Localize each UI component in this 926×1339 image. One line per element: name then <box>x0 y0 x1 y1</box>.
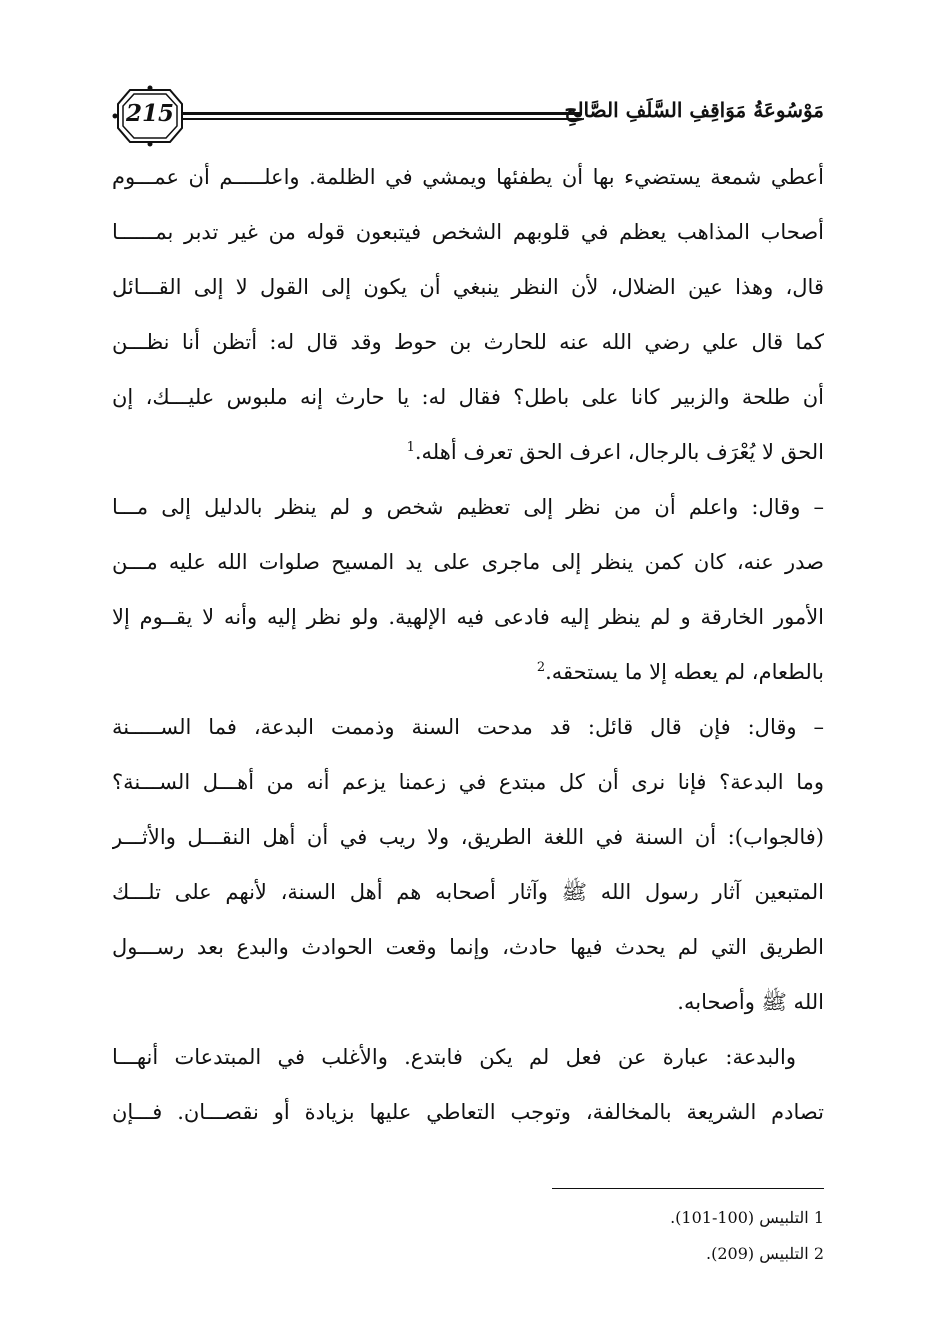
text-line: (فالجواب): أن السنة في اللغة الطريق، ولا ريب في أن أهل النقـــل والأثـــر <box>112 825 824 849</box>
text-line: أن طلحة والزبير كانا على باطل؟ فقال له: يا حارث إنه ملبوس عليـــك، إن <box>112 385 824 409</box>
page-number: 215 <box>125 100 174 127</box>
text-line: – وقال: فإن قال قائل: قد مدحت السنة وذممت البدعة، فما الســـــنة <box>112 715 824 739</box>
header-rule <box>182 112 582 120</box>
book-title: مَوْسُوعَةُ مَوَاقِفِ السَّلَفِ الصَّالِحِ <box>564 98 824 122</box>
text-line: وما البدعة؟ فإنا نرى أن كل مبتدع في زعمنا يزعم أنه من أهـــل الســـنة؟ <box>112 770 824 794</box>
text-line: الطريق التي لم يحدث فيها حادث، وإنما وقعت الحوادث والبدع بعد رســـول <box>112 935 824 959</box>
footnote-ref-1[interactable]: 1 <box>406 440 415 455</box>
footnote-ref-2[interactable]: 2 <box>536 660 546 675</box>
text-line: المتبعين آثار رسول الله ﷺ وآثار أصحابه هم أهل السنة، لأنهم على تلـــك <box>112 880 824 904</box>
page-header <box>112 84 824 148</box>
footnotes <box>112 1200 824 1272</box>
text-line: أعطي شمعة يستضيء بها أن يطفئها ويمشي في الظلمة. واعلـــــم أن عمـــوم <box>112 165 824 189</box>
text-line: قال، وهذا عين الضلال، لأن النظر ينبغي أن يكون إلى القول لا إلى القـــائل <box>112 275 824 299</box>
text-line: بالطعام، لم يعطه إلا ما يستحقه. <box>545 660 824 684</box>
text-line: صدر عنه، كان كمن ينظر إلى ماجرى على يد المسيح صلوات الله عليه مـــن <box>112 550 824 574</box>
main-text <box>112 150 824 1140</box>
text-line: الأمور الخارقة و لم ينظر إليه فادعى فيه الإلهية. ولو نظر إليه وأنه لا يقــوم إلا <box>112 605 824 629</box>
text-line: تصادم الشريعة بالمخالفة، وتوجب التعاطي عليها بزيادة أو نقصـــان. فـــإن <box>112 1100 824 1124</box>
text-line: – وقال: واعلم أن من نظر إلى تعظيم شخص و لم ينظر بالدليل إلى مـــا <box>112 495 824 519</box>
text-line-with-footnote <box>112 425 824 480</box>
text-line-with-footnote <box>112 645 824 700</box>
text-line: الحق لا يُعْرَف بالرجال، اعرف الحق تعرف أهله. <box>414 440 824 464</box>
text-line: والبدعة: عبارة عن فعل لم يكن فابتدع. والأغلب في المبتدعات أنهـــا <box>112 1045 796 1069</box>
text-line: الله ﷺ وأصحابه. <box>677 990 824 1014</box>
text-line: أصحاب المذاهب يعظم في قلوبهم الشخص فيتبعون قوله من غير تدبر بمــــــا <box>112 220 824 244</box>
footnote-separator <box>552 1188 824 1189</box>
footnote-1: 1 التلبيس (100-101). <box>670 1208 824 1227</box>
text-line: كما قال علي رضي الله عنه للحارث بن حوط وقد قال له: أتظن أنا نظـــن <box>112 330 824 354</box>
footnote-2: 2 التلبيس (209). <box>706 1244 824 1263</box>
page-number-badge <box>112 84 188 148</box>
